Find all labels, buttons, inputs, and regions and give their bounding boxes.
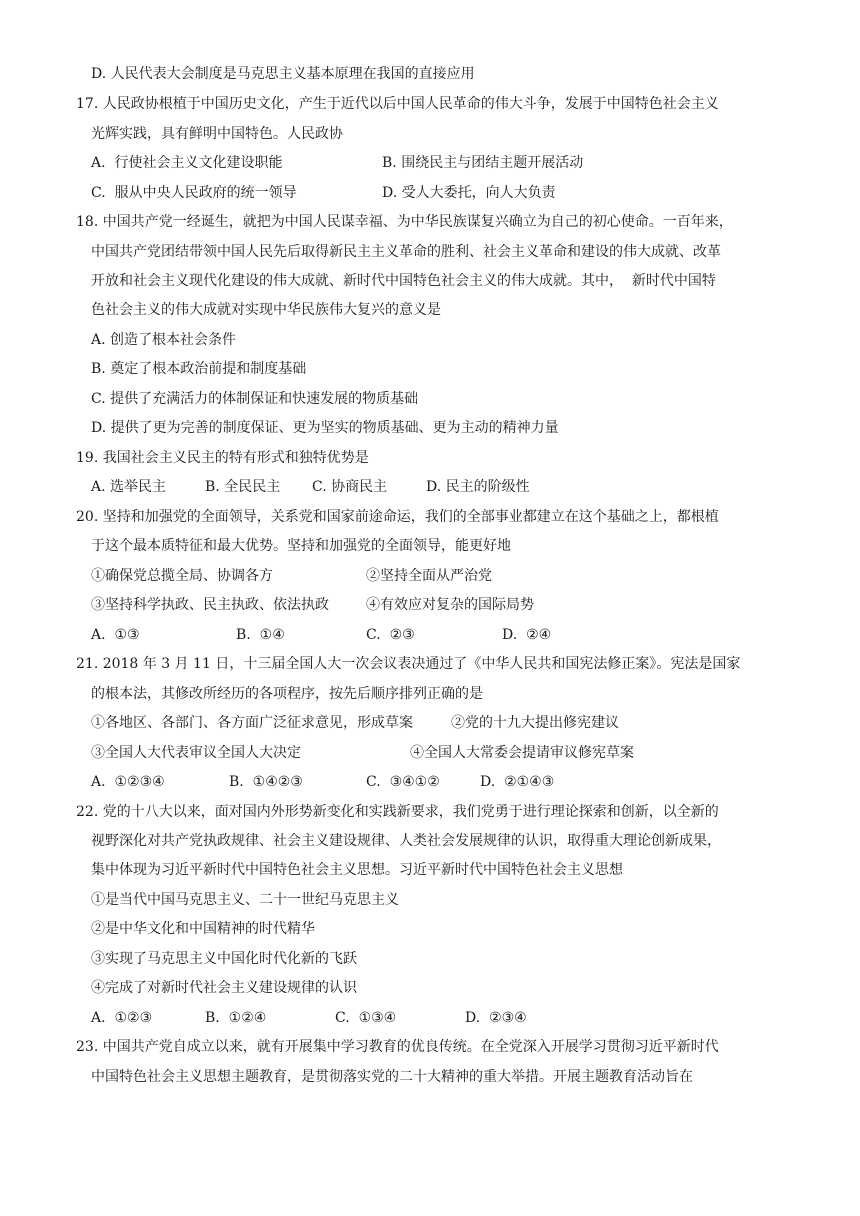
q23-stem-line-1: 23. 中国共产党自成立以来，就有开展集中学习教育的优良传统。在全党深入开展学习贯彻习近平新时代 (76, 1039, 719, 1055)
q21-stem-line-1: 21. 2018 年 3 月 11 日，十三届全国人大一次会议表决通过了《中华人民共和国宪法修正案》。宪法是国家 (76, 656, 741, 672)
q17-option-b: B. 围绕民主与团结主题开展活动 (382, 155, 584, 171)
q17-option-a: A. 行使社会主义文化建设职能 (91, 155, 283, 171)
q20-option-c: C. ②③ (366, 627, 415, 643)
q19-option-a: A. 选举民主 (91, 479, 167, 495)
q18-stem-line-1: 18. 中国共产党一经诞生，就把为中国人民谋幸福、为中华民族谋复兴确立为自己的初心使命。一百年来， (76, 214, 733, 230)
q20-option-d: D. ②④ (502, 627, 552, 643)
q20-option-a: A. ①③ (91, 627, 140, 643)
q19-option-c: C. 协商民主 (312, 479, 388, 495)
q20-item-1: ①确保党总揽全局、协调各方 (91, 568, 273, 584)
q17-stem-line-2: 光辉实践，具有鲜明中国特色。人民政协 (91, 126, 343, 142)
q22-option-a: A. ①②③ (91, 1010, 153, 1026)
q22-stem-line-3: 集中体现为习近平新时代中国特色社会主义思想。习近平新时代中国特色社会主义思想 (91, 862, 623, 878)
q18-option-b: B. 奠定了根本政治前提和制度基础 (91, 361, 307, 377)
q18-option-a: A. 创造了根本社会条件 (91, 332, 237, 348)
q18-option-d: D. 提供了更为完善的制度保证、更为坚实的物质基础、更为主动的精神力量 (91, 420, 559, 436)
q21-option-b: B. ①④②③ (229, 774, 303, 790)
q18-stem-line-2: 中国共产党团结带领中国人民先后取得新民主主义革命的胜利、社会主义革命和建设的伟大成就、改革 (91, 244, 721, 260)
q22-stem-line-2: 视野深化对共产党执政规律、社会主义建设规律、人类社会发展规律的认识，取得重大理论创新成果， (91, 833, 721, 849)
q19-option-d: D. 民主的阶级性 (426, 479, 530, 495)
q22-item-4: ④完成了对新时代社会主义建设规律的认识 (91, 980, 357, 996)
q22-option-b: B. ①②④ (205, 1010, 267, 1026)
q18-stem-line-3: 开放和社会主义现代化建设的伟大成就、新时代中国特色社会主义的伟大成就。其中， 新时代中国特 (91, 273, 716, 289)
q18-stem-line-4: 色社会主义的伟大成就对实现中华民族伟大复兴的意义是 (91, 302, 441, 318)
q18-option-c: C. 提供了充满活力的体制保证和快速发展的物质基础 (91, 391, 419, 407)
q20-stem-line-1: 20. 坚持和加强党的全面领导，关系党和国家前途命运，我们的全部事业都建立在这个基础之上，都根植 (76, 509, 719, 525)
q22-item-2: ②是中华文化和中国精神的时代精华 (91, 921, 315, 937)
q22-item-1: ①是当代中国马克思主义、二十一世纪马克思主义 (91, 892, 399, 908)
q22-item-3: ③实现了马克思主义中国化时代化新的飞跃 (91, 951, 357, 967)
q20-item-3: ③坚持科学执政、民主执政、依法执政 (91, 597, 329, 613)
q19-option-b: B. 全民民主 (205, 479, 281, 495)
q20-stem-line-2: 于这个最本质特征和最大优势。坚持和加强党的全面领导，能更好地 (91, 538, 511, 554)
q22-option-d: D. ②③④ (465, 1010, 527, 1026)
q16-option-d: D. 人民代表大会制度是马克思主义基本原理在我国的直接应用 (91, 66, 475, 82)
q21-item-4: ④全国人大常委会提请审议修宪草案 (410, 745, 634, 761)
q21-item-3: ③全国人大代表审议全国人大决定 (91, 745, 301, 761)
q20-item-2: ②坚持全面从严治党 (366, 568, 492, 584)
q21-item-2: ②党的十九大提出修宪建议 (451, 715, 619, 731)
q17-option-c: C. 服从中央人民政府的统一领导 (91, 185, 297, 201)
q21-item-1: ①各地区、各部门、各方面广泛征求意见，形成草案 (91, 715, 413, 731)
q21-stem-line-2: 的根本法，其修改所经历的各项程序，按先后顺序排列正确的是 (91, 686, 483, 702)
q21-option-a: A. ①②③④ (91, 774, 165, 790)
q21-option-d: D. ②①④③ (480, 774, 555, 790)
q17-option-d: D. 受人大委托，向人大负责 (382, 185, 556, 201)
q20-option-b: B. ①④ (236, 627, 285, 643)
q20-item-4: ④有效应对复杂的国际局势 (366, 597, 534, 613)
q22-stem-line-1: 22. 党的十八大以来，面对国内外形势新变化和实践新要求，我们党勇于进行理论探索和创新，以全新的 (76, 804, 719, 820)
q22-option-c: C. ①③④ (335, 1010, 397, 1026)
q23-stem-line-2: 中国特色社会主义思想主题教育，是贯彻落实党的二十大精神的重大举措。开展主题教育活动旨在 (91, 1069, 693, 1085)
q17-stem-line-1: 17. 人民政协根植于中国历史文化，产生于近代以后中国人民革命的伟大斗争，发展于中国特色社会主义 (76, 96, 719, 112)
q21-option-c: C. ③④①② (366, 774, 440, 790)
q19-stem: 19. 我国社会主义民主的特有形式和独特优势是 (76, 450, 369, 466)
